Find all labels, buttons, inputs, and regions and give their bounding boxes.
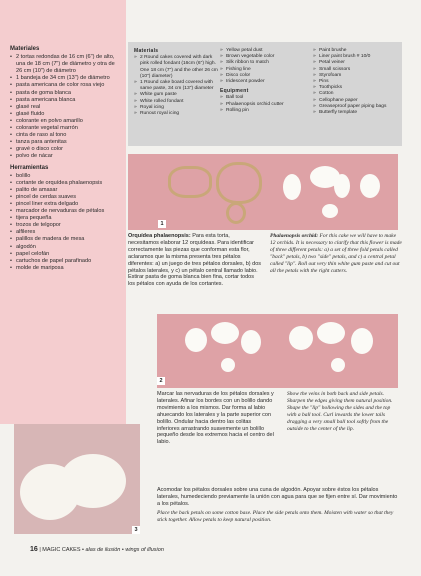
step-3-text-en: Place the back petals on some cotton base. Place the side petals onto them. Moisten with water so that they stick together. Allow petals to keep natural position. [157,510,394,523]
materials-box [128,42,402,146]
petal-shape [289,326,313,350]
material-item: » Yellow petal dust [220,48,304,54]
step-1-text-es [128,233,262,288]
footer-bullet: • [82,547,84,553]
petal-shape [331,358,345,372]
tool-item: • pincel de cerdas suaves [10,194,120,201]
material-item: » Petal veiner [313,60,399,66]
ingredients-column [10,46,120,276]
petal-shape [360,174,380,198]
ingredient-item: • pasta americana blanca [10,97,120,104]
petal-shape [60,454,126,508]
material-item: » Fishing line [220,67,304,73]
petal-shape [241,330,261,354]
material-item: » Pins [313,79,399,85]
ingredient-item: • 2 tortas redondas de 16 cm (6") de alto, una de 18 cm (7") de diámetro y otra de 26 cm (10") de diámetro [10,54,120,75]
ingredient-item: • pasta americana de color rosa viejo [10,82,120,89]
petal-shape [211,322,239,344]
equipment-item: » Ball tool [220,95,304,101]
footer-bullet-2: • [121,547,124,553]
tool-item: • alfileres [10,229,120,236]
material-item: » Iridescent powder [220,79,304,85]
petal-shape [185,328,207,352]
cutter-shape [168,166,212,198]
equipment-heading: Equipment [220,88,249,95]
material-item: » Greaseproof paper piping bags [313,104,399,110]
equipment-item: » Phalaenopsis orchid cutter [220,102,304,108]
step-number: 3 [132,526,140,534]
step-3-photo [14,424,140,534]
ingredient-item: • polvo de nácar [10,153,120,160]
ingredient-item: • colorante vegetal marrón [10,125,120,132]
ingredient-item: • tanza para antenitas [10,139,120,146]
magazine-name: MAGIC CAKES [42,547,81,553]
materials-list-2 [220,48,304,85]
step-1-lead-en: Phalaenopsis orchid: [270,233,319,239]
tool-item: • molde de mariposa [10,265,120,272]
step-1-body-en: For this cake we will have to make 12 orchids. It is necessary to clarify that this flower is made of three different petals: a) a set of three fold petals called "back" petals, b) two "side" petals, and c) a central petal called "lip". Roll out very thin white gum paste and cut out all the petals with the right cutters. [270,233,402,274]
materials-col-2 [220,48,304,117]
petal-shape [334,174,350,198]
step-2-text-es: Marcar las nervaduras de los pétalos dorsales y laterales. Afinar los bordes con un bolillo dando movimiento a los mismos. Dar forma al labio ahuecando los laterales y la parte superior con bolillo. Ondular hacia dentro las colitas inferiores arrastrando suavemente un bolillo pequeño desde los extremos hacia el centro del labio. [157,391,274,446]
material-item: » Liner paint brush # 10/0 [313,54,399,60]
step-3-text-es: Acomodar los pétalos dorsales sobre una cuna de algodón. Apoyar sobre éstos los pétalos laterales, humedeciendo previamente la unión con agua para que se fijen entre sí. Dar movimiento a los pétalos. [157,487,398,507]
material-item: » White gum paste [134,92,220,98]
cutter-shape [216,162,262,204]
cutter-shape [226,202,246,224]
ingredients-list [10,54,120,160]
material-item: » Royal icing [134,105,220,111]
tool-item: • pincel liner extra delgado [10,201,120,208]
tool-item: • algodón [10,244,120,251]
tool-item: • tijera pequeña [10,215,120,222]
tool-item: • cartuchos de papel parafinado [10,258,120,265]
material-item: » Toothpicks [313,85,399,91]
material-item: » Small scissors [313,67,399,73]
ingredient-item: • 1 bandeja de 34 cm (13") de diámetro [10,75,120,82]
step-2-text-en: Show the veins in both back and side petals. Sharpen the edges giving them natural position. Shape the "lip" hollowing the sides and the top with a ball tool. Curl inwards the lower tails dragging a very small ball tool softly from the outside to the center of the lip. [287,391,393,432]
material-item: » White rolled fondant [134,99,220,105]
step-1-lead-es: Orquídea phalaenopsis: [128,233,191,239]
tools-list [10,173,120,272]
tool-item: • marcador de nervaduras de pétalos [10,208,120,215]
tool-item: • palillos de madera de mesa [10,236,120,243]
tools-heading: Herramientas [10,164,49,171]
material-item: » Silk ribbon to match [220,60,304,66]
material-item: » Styrofoam [313,73,399,79]
petal-shape [283,174,301,200]
petal-shape [221,358,235,372]
step-1-photo [128,154,398,230]
ingredient-item: • glasé fluido [10,111,120,118]
page-number: 16 [30,546,38,553]
tool-item: • papel celofán [10,251,120,258]
ingredient-item: • cinta de raso al tono [10,132,120,139]
tool-item: • cortante de orquídea phalaenopsis [10,180,120,187]
tool-item: • bolillo [10,173,120,180]
title-en: wings of illusion [125,547,164,553]
footer [30,546,164,553]
tool-item: • palito de amasar [10,187,120,194]
material-item: » Runout royal icing [134,111,220,117]
materials-col-1 [134,48,220,120]
materials-heading: Materials [134,48,159,54]
material-item: » Brown vegetable color [220,54,304,60]
materials-list-1 [134,55,220,117]
step-1-body-es: Para esta torta, necesitamos elaborar 12 orquídeas. Para identificar correctamente las piezas que conforman esta flor, aclaramos que la misma presenta tres pétalos diferentes: a) un juego de tres pétalos dorsales, b) dos pétalos laterales, y c) un pétalo central llamado labio. Estirar pasta de goma blanca bien fina, cortar todos los pétalos con ayuda de los cortantes. [128,233,261,288]
ingredients-heading: Materiales [10,46,40,52]
petal-shape [351,328,373,354]
step-number: 1 [158,220,166,228]
ingredient-item: • colorante en polvo amarillo [10,118,120,125]
title-es: alas de ilusión [85,547,121,553]
equipment-list [220,95,304,114]
equipment-item: » Rolling pin [220,108,304,114]
material-item: » Butterfly template [313,110,399,116]
petal-shape [317,322,345,344]
material-item: » 2 Round cakes covered with dark pink rolled fondant (16cm (6") high. One 18 cm (7") and the other 26 cm (10") diameter) [134,55,220,80]
ingredient-item: • glasé real [10,104,120,111]
material-item: » Paint brushe [313,48,399,54]
footer-sep: | [39,547,43,553]
material-item: » Disco color [220,73,304,79]
materials-col-3 [313,48,399,119]
step-1-text-en [270,233,402,274]
ingredient-item: • pasta de goma blanca [10,90,120,97]
material-item: » Cellophane paper [313,98,399,104]
petal-shape [322,204,338,218]
tool-item: • trozos de telgopor [10,222,120,229]
step-2-photo [157,314,398,388]
step-number: 2 [157,377,165,385]
material-item: » 1 Round cake board covered with same paste, 34 cm (13") diameter [134,80,220,92]
material-item: » Cotton [313,91,399,97]
ingredient-item: • gravé o disco color [10,146,120,153]
materials-list-3 [313,48,399,116]
